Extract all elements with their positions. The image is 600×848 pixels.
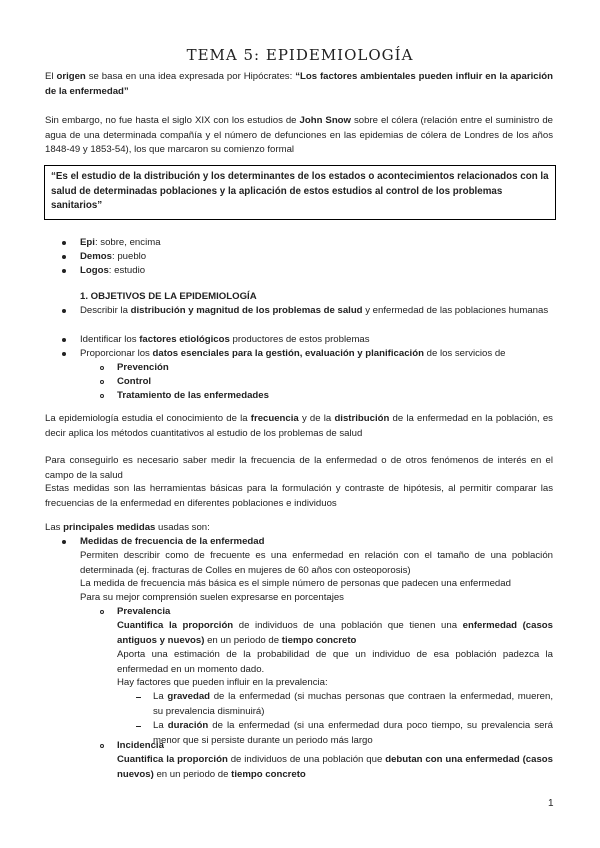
definition-box: “Es el estudio de la distribución y los determinantes de los estados o acontecimientos relacionados con la salud de determinadas poblaciones y la aplicación de estos estudios al control de los problemas sanitarios” bbox=[44, 165, 556, 220]
objective-sub-prevencion: Prevención bbox=[117, 362, 169, 373]
prevalencia-estimation: Aporta una estimación de la probabilidad de que un individuo de esa población padezca la enfermedad en un momento dado. bbox=[117, 649, 553, 675]
hollow-bullet-icon bbox=[100, 610, 104, 614]
objectives-heading: 1. OBJETIVOS DE LA EPIDEMIOLOGÍA bbox=[80, 291, 257, 302]
intro-paragraph-john-snow: Sin embargo, no fue hasta el siglo XIX con los estudios de John Snow sobre el cólera (relación entre el suministro de agua de una determinada compañía y el número de defunciones en las epidemias de cólera de Londres de los años 1848-49 y 1853-54), los que marcaron su comienzo formal bbox=[45, 115, 553, 155]
etymology-item-demos: Demos: pueblo bbox=[80, 251, 147, 262]
etymology-item-logos: Logos: estudio bbox=[80, 265, 146, 276]
objective-sub-tratamiento: Tratamiento de las enfermedades bbox=[117, 390, 269, 401]
etymology-item-epi: Epi: sobre, encima bbox=[80, 237, 161, 248]
paragraph-herramientas: Estas medidas son las herramientas básicas para la formulación y contraste de hipótesis, al permitir comparar las frecuencias de la enfermedad en diferentes poblaciones e individuos bbox=[45, 483, 553, 509]
dash-bullet-icon bbox=[136, 697, 141, 698]
bullet-icon bbox=[62, 352, 66, 356]
measures-description: Permiten describir como de frecuente es una enfermedad en relación con el tamaño de una población determinada (ej. fracturas de Colles en mujeres de 60 años con osteoporosis) bbox=[80, 550, 553, 576]
paragraph-medir: Para conseguirlo es necesario saber medir la frecuencia de la enfermedad o de otros fenómenos de interés en el campo de la salud bbox=[45, 455, 553, 481]
bullet-icon bbox=[62, 241, 66, 245]
measures-percentages: Para su mejor comprensión suelen expresarse en porcentajes bbox=[80, 592, 344, 603]
paragraph-principales-medidas: Las principales medidas usadas son: bbox=[45, 522, 210, 533]
hollow-bullet-icon bbox=[100, 744, 104, 748]
bullet-icon bbox=[62, 338, 66, 342]
measures-heading: Medidas de frecuencia de la enfermedad bbox=[80, 536, 265, 547]
paragraph-frecuencia: La epidemiología estudia el conocimiento de la frecuencia y de la distribución de la enfermedad en la población, es decir aplica los métodos cuantitativos al estudio de los problemas de salud bbox=[45, 413, 553, 439]
intro-paragraph-origin: El origen se basa en una idea expresada por Hipócrates: “Los factores ambientales pueden influir en la aparición de la enfermedad” bbox=[45, 71, 553, 97]
bullet-icon bbox=[62, 269, 66, 273]
dash-bullet-icon bbox=[136, 726, 141, 727]
objective-item-1: Describir la distribución y magnitud de los problemas de salud y enfermedad de las poblaciones humanas bbox=[80, 305, 549, 316]
objective-sub-control: Control bbox=[117, 376, 152, 387]
bullet-icon bbox=[62, 255, 66, 259]
prevalencia-heading: Prevalencia bbox=[117, 606, 171, 617]
prevalencia-factor-gravedad: La gravedad de la enfermedad (si muchas personas que contraen la enfermedad, mueren, su prevalencia disminuirá) bbox=[153, 691, 553, 717]
hollow-bullet-icon bbox=[100, 366, 104, 370]
prevalencia-factor-duracion: La duración de la enfermedad (si una enfermedad dura poco tiempo, su prevalencia será menor que si persiste durante un periodo más largo bbox=[153, 720, 553, 746]
prevalencia-definition: Cuantifica la proporción de individuos de una población que tienen una enfermedad (casos antiguos y nuevos) en un periodo de tiempo concreto bbox=[117, 620, 553, 646]
hollow-bullet-icon bbox=[100, 380, 104, 384]
incidencia-definition: Cuantifica la proporción de individuos de una población que debutan con una enfermedad (casos nuevos) en un periodo de tiempo concreto bbox=[117, 754, 553, 780]
objective-item-3: Proporcionar los datos esenciales para la gestión, evaluación y planificación de los servicios de bbox=[80, 348, 506, 359]
hollow-bullet-icon bbox=[100, 394, 104, 398]
bullet-icon bbox=[62, 309, 66, 313]
page-number: 1 bbox=[548, 798, 554, 809]
incidencia-heading: Incidencia bbox=[117, 740, 164, 751]
measures-basic: La medida de frecuencia más básica es el simple número de personas que padecen una enfermedad bbox=[80, 578, 511, 589]
prevalencia-factors-intro: Hay factores que pueden influir en la prevalencia: bbox=[117, 677, 328, 688]
page-title: TEMA 5: EPIDEMIOLOGÍA bbox=[186, 46, 414, 64]
bullet-icon bbox=[62, 540, 66, 544]
objective-item-2: Identificar los factores etiológicos productores de estos problemas bbox=[80, 334, 370, 345]
